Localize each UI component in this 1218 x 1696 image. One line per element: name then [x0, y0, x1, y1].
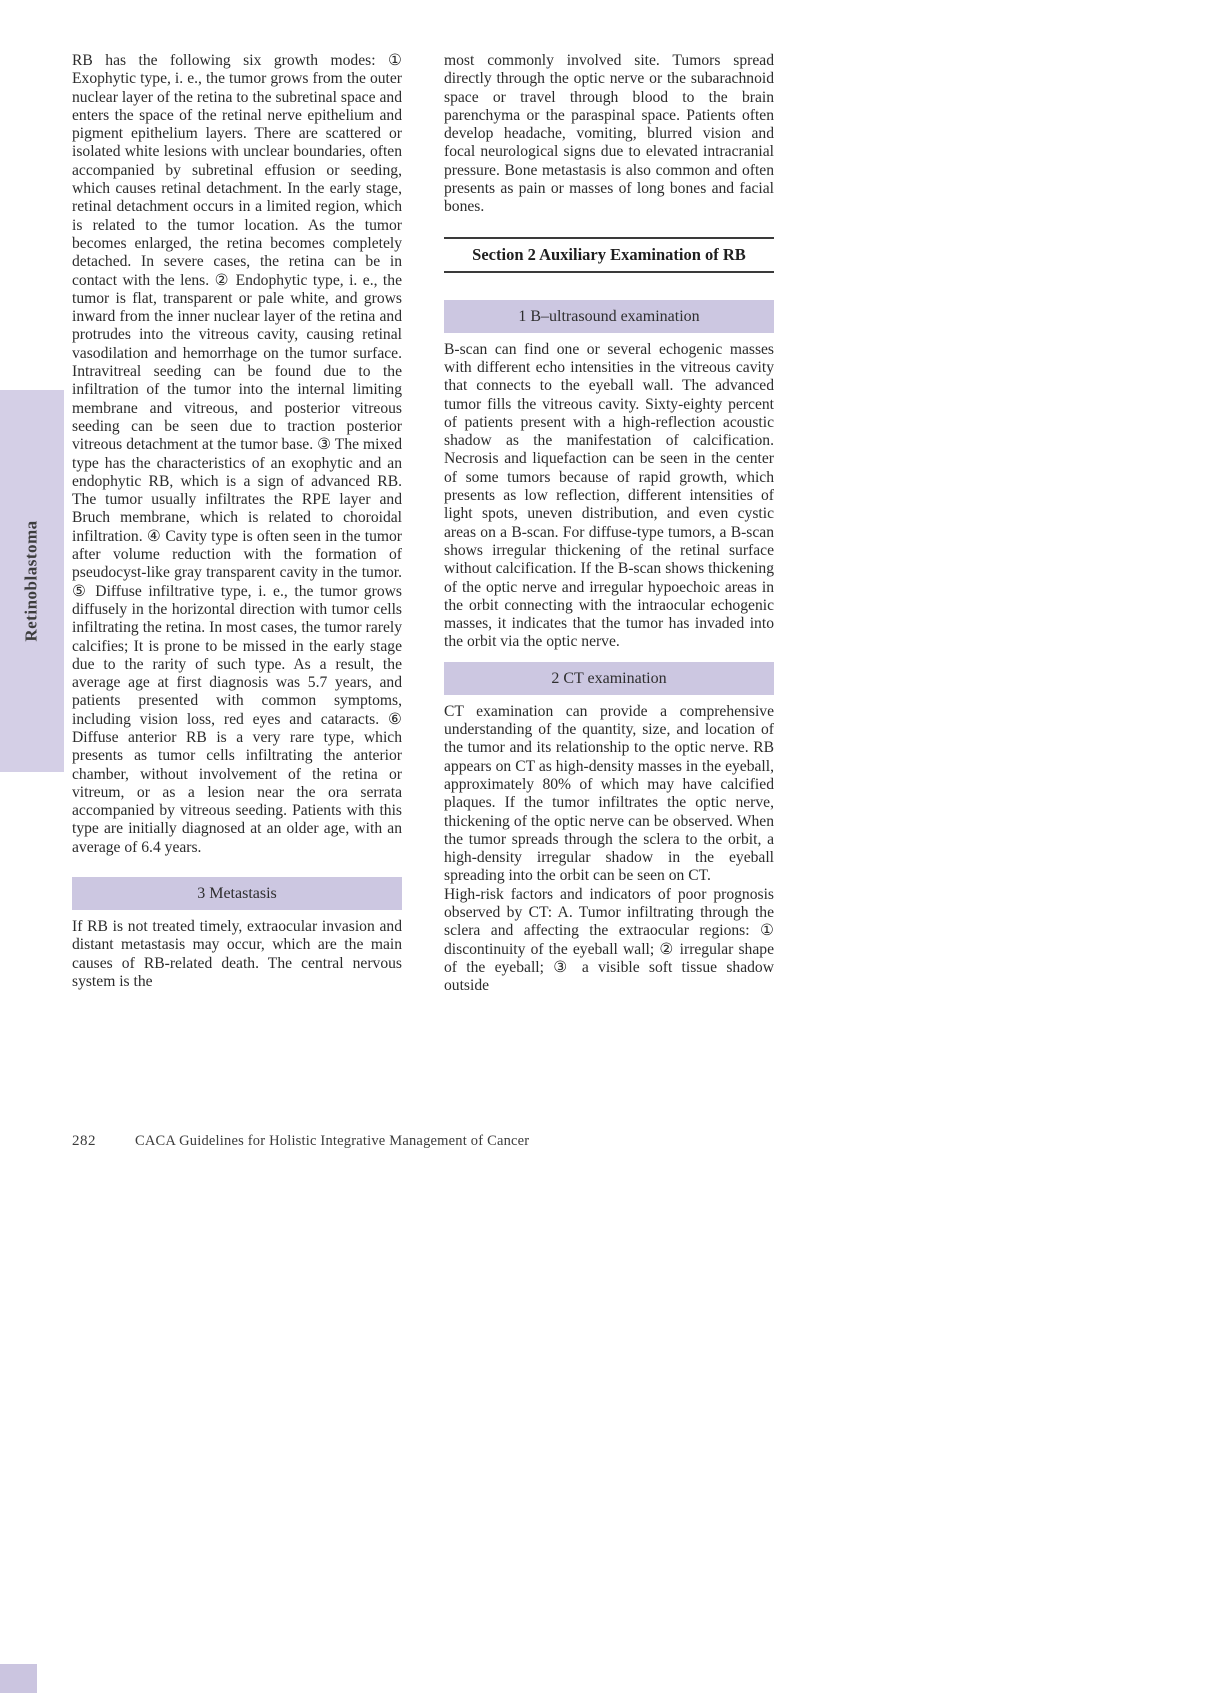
ct-header-bar [444, 662, 774, 695]
section-title: Section 2 Auxiliary Examination of RB [472, 244, 746, 264]
ct-paragraph-2: High-risk factors and indicators of poor prognosis observed by CT: A. Tumor infiltrating through the sclera and affecting the extraocular regions: ① discontinuity of the eyeball wall; ② irregular shape of the eyeball; ③ a visible soft tissue shadow outside [444, 885, 774, 995]
corner-tab [0, 1664, 37, 1693]
ultrasound-header-label: 1 B–ultrasound examination [518, 307, 700, 325]
left-column [72, 52, 402, 991]
right-column [444, 52, 774, 995]
ultrasound-paragraph: B-scan can find one or several echogenic masses with different echo intensities in the vitreous cavity that connects to the eyeball wall. The advanced tumor fills the vitreous cavity. Sixty-eighty percent of patients present with a high-reflection acoustic shadow as the manifestation of calcification. Necrosis and liquefaction can be seen in the center of some tumors because of rapid growth, which presents as low reflection, different intensities of light spots, uneven distribution, and even cystic areas on a B-scan. For diffuse-type tumors, a B-scan shows irregular thickening of the retinal surface without calcification. If the B-scan shows thickening of the optic nerve and irregular hypoechoic areas in the orbit connecting with the intraocular echogenic masses, it indicates that the tumor has invaded into the orbit via the optic nerve. [444, 340, 774, 651]
ct-header-label: 2 CT examination [551, 669, 667, 687]
growth-modes-paragraph: RB has the following six growth modes: ① Exophytic type, i. e., the tumor grows from the outer nuclear layer of the retina to the subretinal space and enters the space of the retinal nerve epithelium and pigment epithelium layers. There are scattered or isolated white lesions with unclear boundaries, often accompanied by subretinal effusion or seeding, which causes retinal detachment. In the early stage, retinal detachment occurs in a limited region, which is related to the tumor location. As the tumor becomes enlarged, the retina becomes completely detached. In severe cases, the retina can be in contact with the lens. ② Endophytic type, i. e., the tumor is flat, transparent or pale white, and grows inward from the inner nuclear layer of the retina and protrudes into the vitreous cavity, causing retinal vasodilation and hemorrhage on the tumor surface. Intravitreal seeding can be found due to the infiltration of the tumor into the internal limiting membrane and vitreous, and posterior vitreous seeding can be seen due to traction posterior vitreous detachment at the tumor base. ③ The mixed type has the characteristics of an exophytic and an endophytic RB, which is a sign of advanced RB. The tumor usually infiltrates the RPE layer and Bruch membrane, which is related to choroidal infiltration. ④ Cavity type is often seen in the tumor after volume reduction with the formation of pseudocyst-like gray transparent cavity in the tumor. ⑤ Diffuse infiltrative type, i. e., the tumor grows diffusely in the horizontal direction with tumor cells infiltrating the retina. In most cases, the tumor rarely calcifies; It is prone to be missed in the early stage due to the rarity of such type. As a result, the average age at first diagnosis was 5.7 years, and patients presented with common symptoms, including vision loss, red eyes and cataracts. ⑥ Diffuse anterior RB is a very rare type, which presents as tumor cells infiltrating the anterior chamber, without involvement of the retina or vitreum, or as a lesion near the ora serrata accompanied by vitreous seeding. Patients with this type are initially diagnosed at an older age, with an average of 6.4 years. [72, 52, 402, 856]
page-footer [72, 1133, 772, 1150]
metastasis-continued-paragraph: most commonly involved site. Tumors spread directly through the optic nerve or the subarachnoid space or travel through blood to the brain parenchyma or the paraspinal space. Patients often develop headache, vomiting, blurred vision and focal neurological signs due to elevated intracranial pressure. Bone metastasis is also common and often presents as pain or masses of long bones and facial bones. [444, 52, 774, 216]
metastasis-header-bar [72, 877, 402, 910]
ct-paragraph-1: CT examination can provide a comprehensive understanding of the quantity, size, and location of the tumor and its relationship to the optic nerve. RB appears on CT as high-density masses in the eyeball, approximately 80% of which may have calcified plaques. If the tumor infiltrates the optic nerve, thickening of the optic nerve can be observed. When the tumor spreads through the sclera to the orbit, a high-density irregular shadow in the eyeball spreading into the orbit can be seen on CT. [444, 702, 774, 885]
chapter-side-tab [0, 390, 64, 772]
ultrasound-header-bar [444, 300, 774, 333]
metastasis-paragraph: If RB is not treated timely, extraocular invasion and distant metastasis may occur, which are the main causes of RB-related death. The central nervous system is the [72, 918, 402, 990]
metastasis-header-label: 3 Metastasis [197, 885, 277, 903]
page-number: 282 [72, 1133, 96, 1149]
footer-running-title: CACA Guidelines for Holistic Integrative Management of Cancer [135, 1133, 530, 1149]
chapter-tab-label: Retinoblastoma [22, 520, 41, 642]
section-title-block [444, 237, 774, 273]
